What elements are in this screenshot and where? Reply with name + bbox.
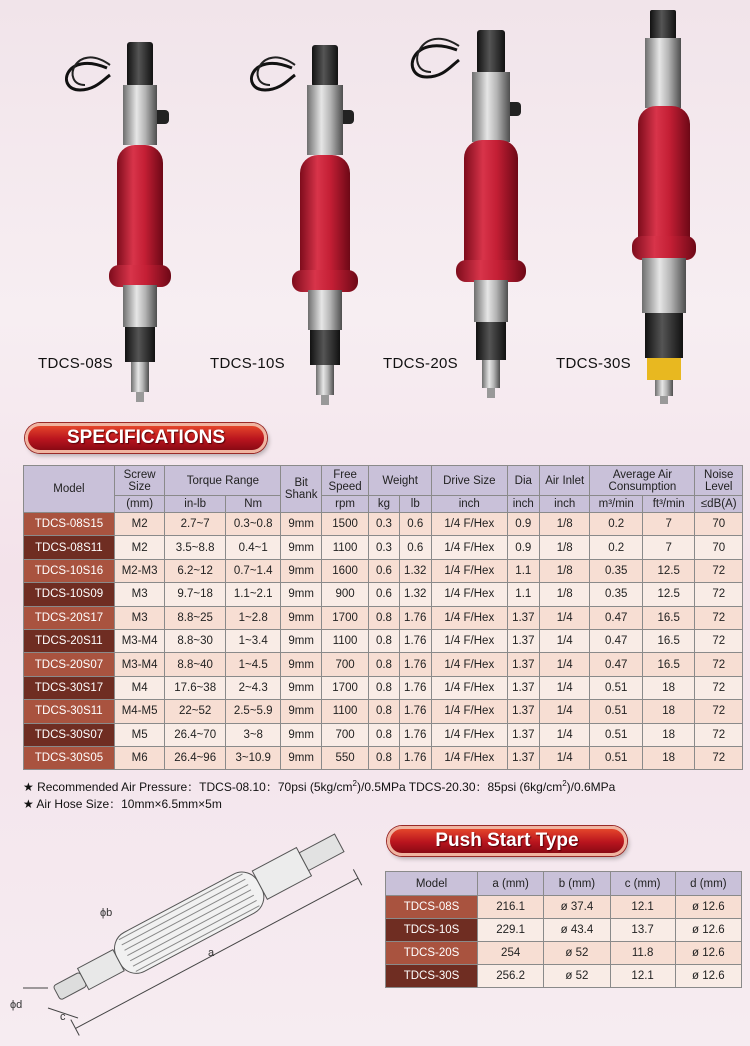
table-cell: 1100 [321, 536, 368, 559]
unit-drive-size: inch [431, 496, 507, 513]
table-cell: M3-M4 [114, 653, 164, 676]
push-col-b: b (mm) [544, 872, 610, 896]
table-cell: 2~4.3 [225, 676, 281, 699]
dimension-diagram [8, 808, 383, 1038]
table-cell: 1.37 [507, 653, 539, 676]
table-cell: M4-M5 [114, 700, 164, 723]
table-row [24, 676, 743, 699]
table-cell: 3~10.9 [225, 746, 281, 769]
table-cell: 12.5 [642, 583, 695, 606]
table-cell: 0.8 [369, 653, 399, 676]
table-cell: 0.47 [590, 629, 643, 652]
table-cell: 0.8 [369, 676, 399, 699]
table-cell: 1/4 F/Hex [431, 746, 507, 769]
specifications-table [23, 465, 743, 770]
table-cell: 16.5 [642, 653, 695, 676]
tool-image-tdcs-30s [615, 8, 715, 408]
table-cell: 72 [695, 723, 743, 746]
table-cell: M6 [114, 746, 164, 769]
unit-air-inlet: inch [539, 496, 589, 513]
unit-air-m3: m³/min [590, 496, 643, 513]
model-cell: TDCS-30S17 [24, 676, 115, 699]
unit-screw-size: (mm) [114, 496, 164, 513]
table-cell: 7 [642, 513, 695, 536]
table-cell: 9mm [281, 700, 321, 723]
table-cell: 12.5 [642, 559, 695, 582]
model-cell: TDCS-20S [386, 942, 478, 965]
table-row [24, 653, 743, 676]
table-cell: 0.47 [590, 653, 643, 676]
model-cell: TDCS-20S11 [24, 629, 115, 652]
table-cell: 1/4 [539, 653, 589, 676]
unit-free-speed: rpm [321, 496, 368, 513]
table-cell: 900 [321, 583, 368, 606]
push-col-d: d (mm) [675, 872, 741, 896]
table-cell: 72 [695, 676, 743, 699]
dimension-label-c: c [60, 1011, 66, 1023]
table-row [386, 896, 742, 919]
table-cell: 1/4 F/Hex [431, 536, 507, 559]
col-air-inlet: Air Inlet [539, 466, 589, 496]
table-cell: 0.51 [590, 700, 643, 723]
table-cell: 1.32 [399, 559, 431, 582]
table-cell: 1/8 [539, 583, 589, 606]
table-cell: 1/4 [539, 746, 589, 769]
table-cell: 8.8~40 [165, 653, 226, 676]
table-cell: 9mm [281, 583, 321, 606]
table-cell: 0.7~1.4 [225, 559, 281, 582]
unit-torque-inlb: in-lb [165, 496, 226, 513]
table-cell: 0.3 [369, 536, 399, 559]
table-cell: 1.76 [399, 629, 431, 652]
table-cell: 72 [695, 606, 743, 629]
table-row [24, 536, 743, 559]
unit-noise: ≤dB(A) [695, 496, 743, 513]
tool-image-tdcs-08s [55, 30, 185, 410]
table-cell: 216.1 [478, 896, 544, 919]
table-cell: 1/4 F/Hex [431, 606, 507, 629]
model-cell: TDCS-20S17 [24, 606, 115, 629]
table-cell: 1.76 [399, 676, 431, 699]
table-cell: 70 [695, 536, 743, 559]
col-weight: Weight [369, 466, 432, 496]
unit-torque-nm: Nm [225, 496, 281, 513]
table-cell: 1~2.8 [225, 606, 281, 629]
col-model: Model [24, 466, 115, 513]
table-cell: 700 [321, 723, 368, 746]
table-row [24, 700, 743, 723]
note-sup-2: 2 [562, 779, 567, 788]
table-cell: 700 [321, 653, 368, 676]
table-cell: 1.1~2.1 [225, 583, 281, 606]
tool-label: TDCS-30S [556, 355, 631, 372]
table-cell: 0.51 [590, 746, 643, 769]
table-cell: 2.5~5.9 [225, 700, 281, 723]
model-cell: TDCS-08S11 [24, 536, 115, 559]
unit-weight-kg: kg [369, 496, 399, 513]
specifications-banner [25, 423, 267, 453]
table-cell: 9mm [281, 676, 321, 699]
table-cell: M4 [114, 676, 164, 699]
model-cell: TDCS-08S15 [24, 513, 115, 536]
push-col-model: Model [386, 872, 478, 896]
table-cell: 70 [695, 513, 743, 536]
table-cell: 6.2~12 [165, 559, 226, 582]
col-torque-range: Torque Range [165, 466, 281, 496]
push-start-title: Push Start Type [435, 830, 579, 851]
table-cell: 22~52 [165, 700, 226, 723]
table-cell: 3~8 [225, 723, 281, 746]
table-cell: 9.7~18 [165, 583, 226, 606]
table-cell: 0.6 [399, 513, 431, 536]
table-cell: 1/8 [539, 559, 589, 582]
table-cell: ø 12.6 [675, 942, 741, 965]
table-cell: 0.8 [369, 723, 399, 746]
col-drive-size: Drive Size [431, 466, 507, 496]
table-cell: M3-M4 [114, 629, 164, 652]
table-cell: 8.8~30 [165, 629, 226, 652]
table-cell: 1/8 [539, 536, 589, 559]
table-row [24, 513, 743, 536]
table-cell: 254 [478, 942, 544, 965]
table-cell: 1600 [321, 559, 368, 582]
push-col-a: a (mm) [478, 872, 544, 896]
table-cell: 26.4~70 [165, 723, 226, 746]
col-free-speed: Free Speed [321, 466, 368, 496]
col-bit-shank: Bit Shank [281, 466, 321, 513]
tool-label: TDCS-20S [383, 355, 458, 372]
table-cell: 18 [642, 676, 695, 699]
table-cell: 13.7 [610, 919, 675, 942]
table-cell: 0.2 [590, 536, 643, 559]
table-cell: 0.3 [369, 513, 399, 536]
table-cell: M3 [114, 583, 164, 606]
table-cell: 3.5~8.8 [165, 536, 226, 559]
table-row [386, 919, 742, 942]
table-cell: 72 [695, 559, 743, 582]
table-cell: ø 12.6 [675, 965, 741, 988]
table-cell: 1.37 [507, 700, 539, 723]
table-cell: 1/4 F/Hex [431, 629, 507, 652]
table-cell: 72 [695, 583, 743, 606]
push-col-c: c (mm) [610, 872, 675, 896]
model-cell: TDCS-20S07 [24, 653, 115, 676]
table-cell: M2 [114, 536, 164, 559]
table-cell: ø 12.6 [675, 896, 741, 919]
col-noise-level: Noise Level [695, 466, 743, 496]
table-cell: 1.37 [507, 723, 539, 746]
table-cell: M2-M3 [114, 559, 164, 582]
table-cell: 1100 [321, 629, 368, 652]
specifications-title: SPECIFICATIONS [67, 427, 225, 448]
table-cell: 0.9 [507, 513, 539, 536]
table-cell: 1/4 F/Hex [431, 723, 507, 746]
table-cell: 0.6 [369, 583, 399, 606]
model-cell: TDCS-10S09 [24, 583, 115, 606]
unit-air-ft3: ft³/min [642, 496, 695, 513]
table-cell: M3 [114, 606, 164, 629]
table-cell: 0.2 [590, 513, 643, 536]
table-row [386, 942, 742, 965]
table-cell: 72 [695, 746, 743, 769]
model-cell: TDCS-10S16 [24, 559, 115, 582]
table-cell: ø 37.4 [544, 896, 610, 919]
table-cell: 9mm [281, 559, 321, 582]
tool-image-tdcs-20s [395, 12, 535, 407]
table-row [24, 606, 743, 629]
table-cell: 0.3~0.8 [225, 513, 281, 536]
table-cell: M5 [114, 723, 164, 746]
dimension-label-d: ϕd [10, 999, 23, 1011]
table-cell: 1/4 [539, 629, 589, 652]
table-cell: 2.7~7 [165, 513, 226, 536]
table-cell: 0.8 [369, 629, 399, 652]
table-cell: 1.76 [399, 723, 431, 746]
table-cell: 18 [642, 723, 695, 746]
table-cell: 1.76 [399, 606, 431, 629]
table-cell: 0.51 [590, 723, 643, 746]
table-cell: 72 [695, 629, 743, 652]
table-cell: ø 52 [544, 965, 610, 988]
table-row [24, 559, 743, 582]
table-cell: 1/8 [539, 513, 589, 536]
unit-dia: inch [507, 496, 539, 513]
table-cell: 1.32 [399, 583, 431, 606]
table-cell: 1/4 F/Hex [431, 653, 507, 676]
table-cell: 1100 [321, 700, 368, 723]
table-cell: 1~4.5 [225, 653, 281, 676]
table-cell: 9mm [281, 746, 321, 769]
table-row [24, 583, 743, 606]
table-row [24, 746, 743, 769]
model-cell: TDCS-30S11 [24, 700, 115, 723]
table-cell: 1.37 [507, 629, 539, 652]
table-cell: 16.5 [642, 606, 695, 629]
model-cell: TDCS-10S [386, 919, 478, 942]
col-screw-size: Screw Size [114, 466, 164, 496]
table-cell: 1~3.4 [225, 629, 281, 652]
table-cell: 1.76 [399, 700, 431, 723]
table-cell: 1.76 [399, 746, 431, 769]
table-cell: 1/4 F/Hex [431, 700, 507, 723]
table-cell: ø 43.4 [544, 919, 610, 942]
table-cell: 18 [642, 746, 695, 769]
table-cell: 1.37 [507, 676, 539, 699]
table-cell: 0.9 [507, 536, 539, 559]
table-cell: 1/4 [539, 606, 589, 629]
table-cell: 0.35 [590, 583, 643, 606]
table-cell: 1.1 [507, 559, 539, 582]
model-cell: TDCS-08S [386, 896, 478, 919]
table-cell: 229.1 [478, 919, 544, 942]
table-cell: 0.47 [590, 606, 643, 629]
table-cell: 1.37 [507, 746, 539, 769]
dimension-label-b: ϕb [100, 907, 113, 919]
note-air-hose: ★ Air Hose Size：10mm×6.5mm×5m [23, 797, 222, 811]
table-cell: 1/4 F/Hex [431, 513, 507, 536]
model-cell: TDCS-30S [386, 965, 478, 988]
table-cell: 1/4 [539, 676, 589, 699]
table-cell: M2 [114, 513, 164, 536]
table-cell: 550 [321, 746, 368, 769]
table-cell: 1/4 F/Hex [431, 676, 507, 699]
table-cell: 9mm [281, 513, 321, 536]
push-start-banner [387, 826, 627, 856]
table-cell: 9mm [281, 723, 321, 746]
table-cell: 0.6 [369, 559, 399, 582]
table-cell: 0.4~1 [225, 536, 281, 559]
tool-label: TDCS-10S [210, 355, 285, 372]
table-cell: 1700 [321, 676, 368, 699]
model-cell: TDCS-30S07 [24, 723, 115, 746]
unit-weight-lb: lb [399, 496, 431, 513]
table-cell: 1.37 [507, 606, 539, 629]
table-cell: 9mm [281, 629, 321, 652]
table-cell: 16.5 [642, 629, 695, 652]
table-cell: 1500 [321, 513, 368, 536]
table-cell: 9mm [281, 606, 321, 629]
table-cell: 0.51 [590, 676, 643, 699]
table-cell: 9mm [281, 536, 321, 559]
table-cell: 12.1 [610, 965, 675, 988]
table-cell: 0.35 [590, 559, 643, 582]
table-cell: 1700 [321, 606, 368, 629]
table-row [24, 723, 743, 746]
table-cell: 0.8 [369, 700, 399, 723]
dimension-label-a: a [208, 947, 215, 959]
tool-image-tdcs-10s [240, 30, 370, 410]
table-cell: 26.4~96 [165, 746, 226, 769]
tool-label: TDCS-08S [38, 355, 113, 372]
table-cell: ø 12.6 [675, 919, 741, 942]
table-cell: 1/4 F/Hex [431, 559, 507, 582]
table-cell: 17.6~38 [165, 676, 226, 699]
table-cell: 1/4 [539, 700, 589, 723]
table-row [24, 629, 743, 652]
table-cell: 72 [695, 653, 743, 676]
table-cell: 0.6 [399, 536, 431, 559]
table-cell: 11.8 [610, 942, 675, 965]
push-start-table [385, 871, 742, 988]
table-cell: 256.2 [478, 965, 544, 988]
table-row [386, 965, 742, 988]
model-cell: TDCS-30S05 [24, 746, 115, 769]
table-cell: 1.76 [399, 653, 431, 676]
note-air-pressure: ★ Recommended Air Pressure：TDCS-08.10：70psi $(5kg/cm^2)/0.5MPa$ TDCS-20.30：85psi $(6kg/cm^2)/0.6MPa$ [23, 779, 616, 794]
table-cell: 9mm [281, 653, 321, 676]
table-cell: 1/4 [539, 723, 589, 746]
table-cell: 7 [642, 536, 695, 559]
table-cell: 8.8~25 [165, 606, 226, 629]
table-cell: 0.8 [369, 606, 399, 629]
table-cell: 1/4 F/Hex [431, 583, 507, 606]
table-cell: ø 52 [544, 942, 610, 965]
table-cell: 1.1 [507, 583, 539, 606]
col-air-consumption: Average Air Consumption [590, 466, 695, 496]
table-cell: 72 [695, 700, 743, 723]
table-cell: 0.8 [369, 746, 399, 769]
col-dia: Dia [507, 466, 539, 496]
table-cell: 18 [642, 700, 695, 723]
table-cell: 12.1 [610, 896, 675, 919]
